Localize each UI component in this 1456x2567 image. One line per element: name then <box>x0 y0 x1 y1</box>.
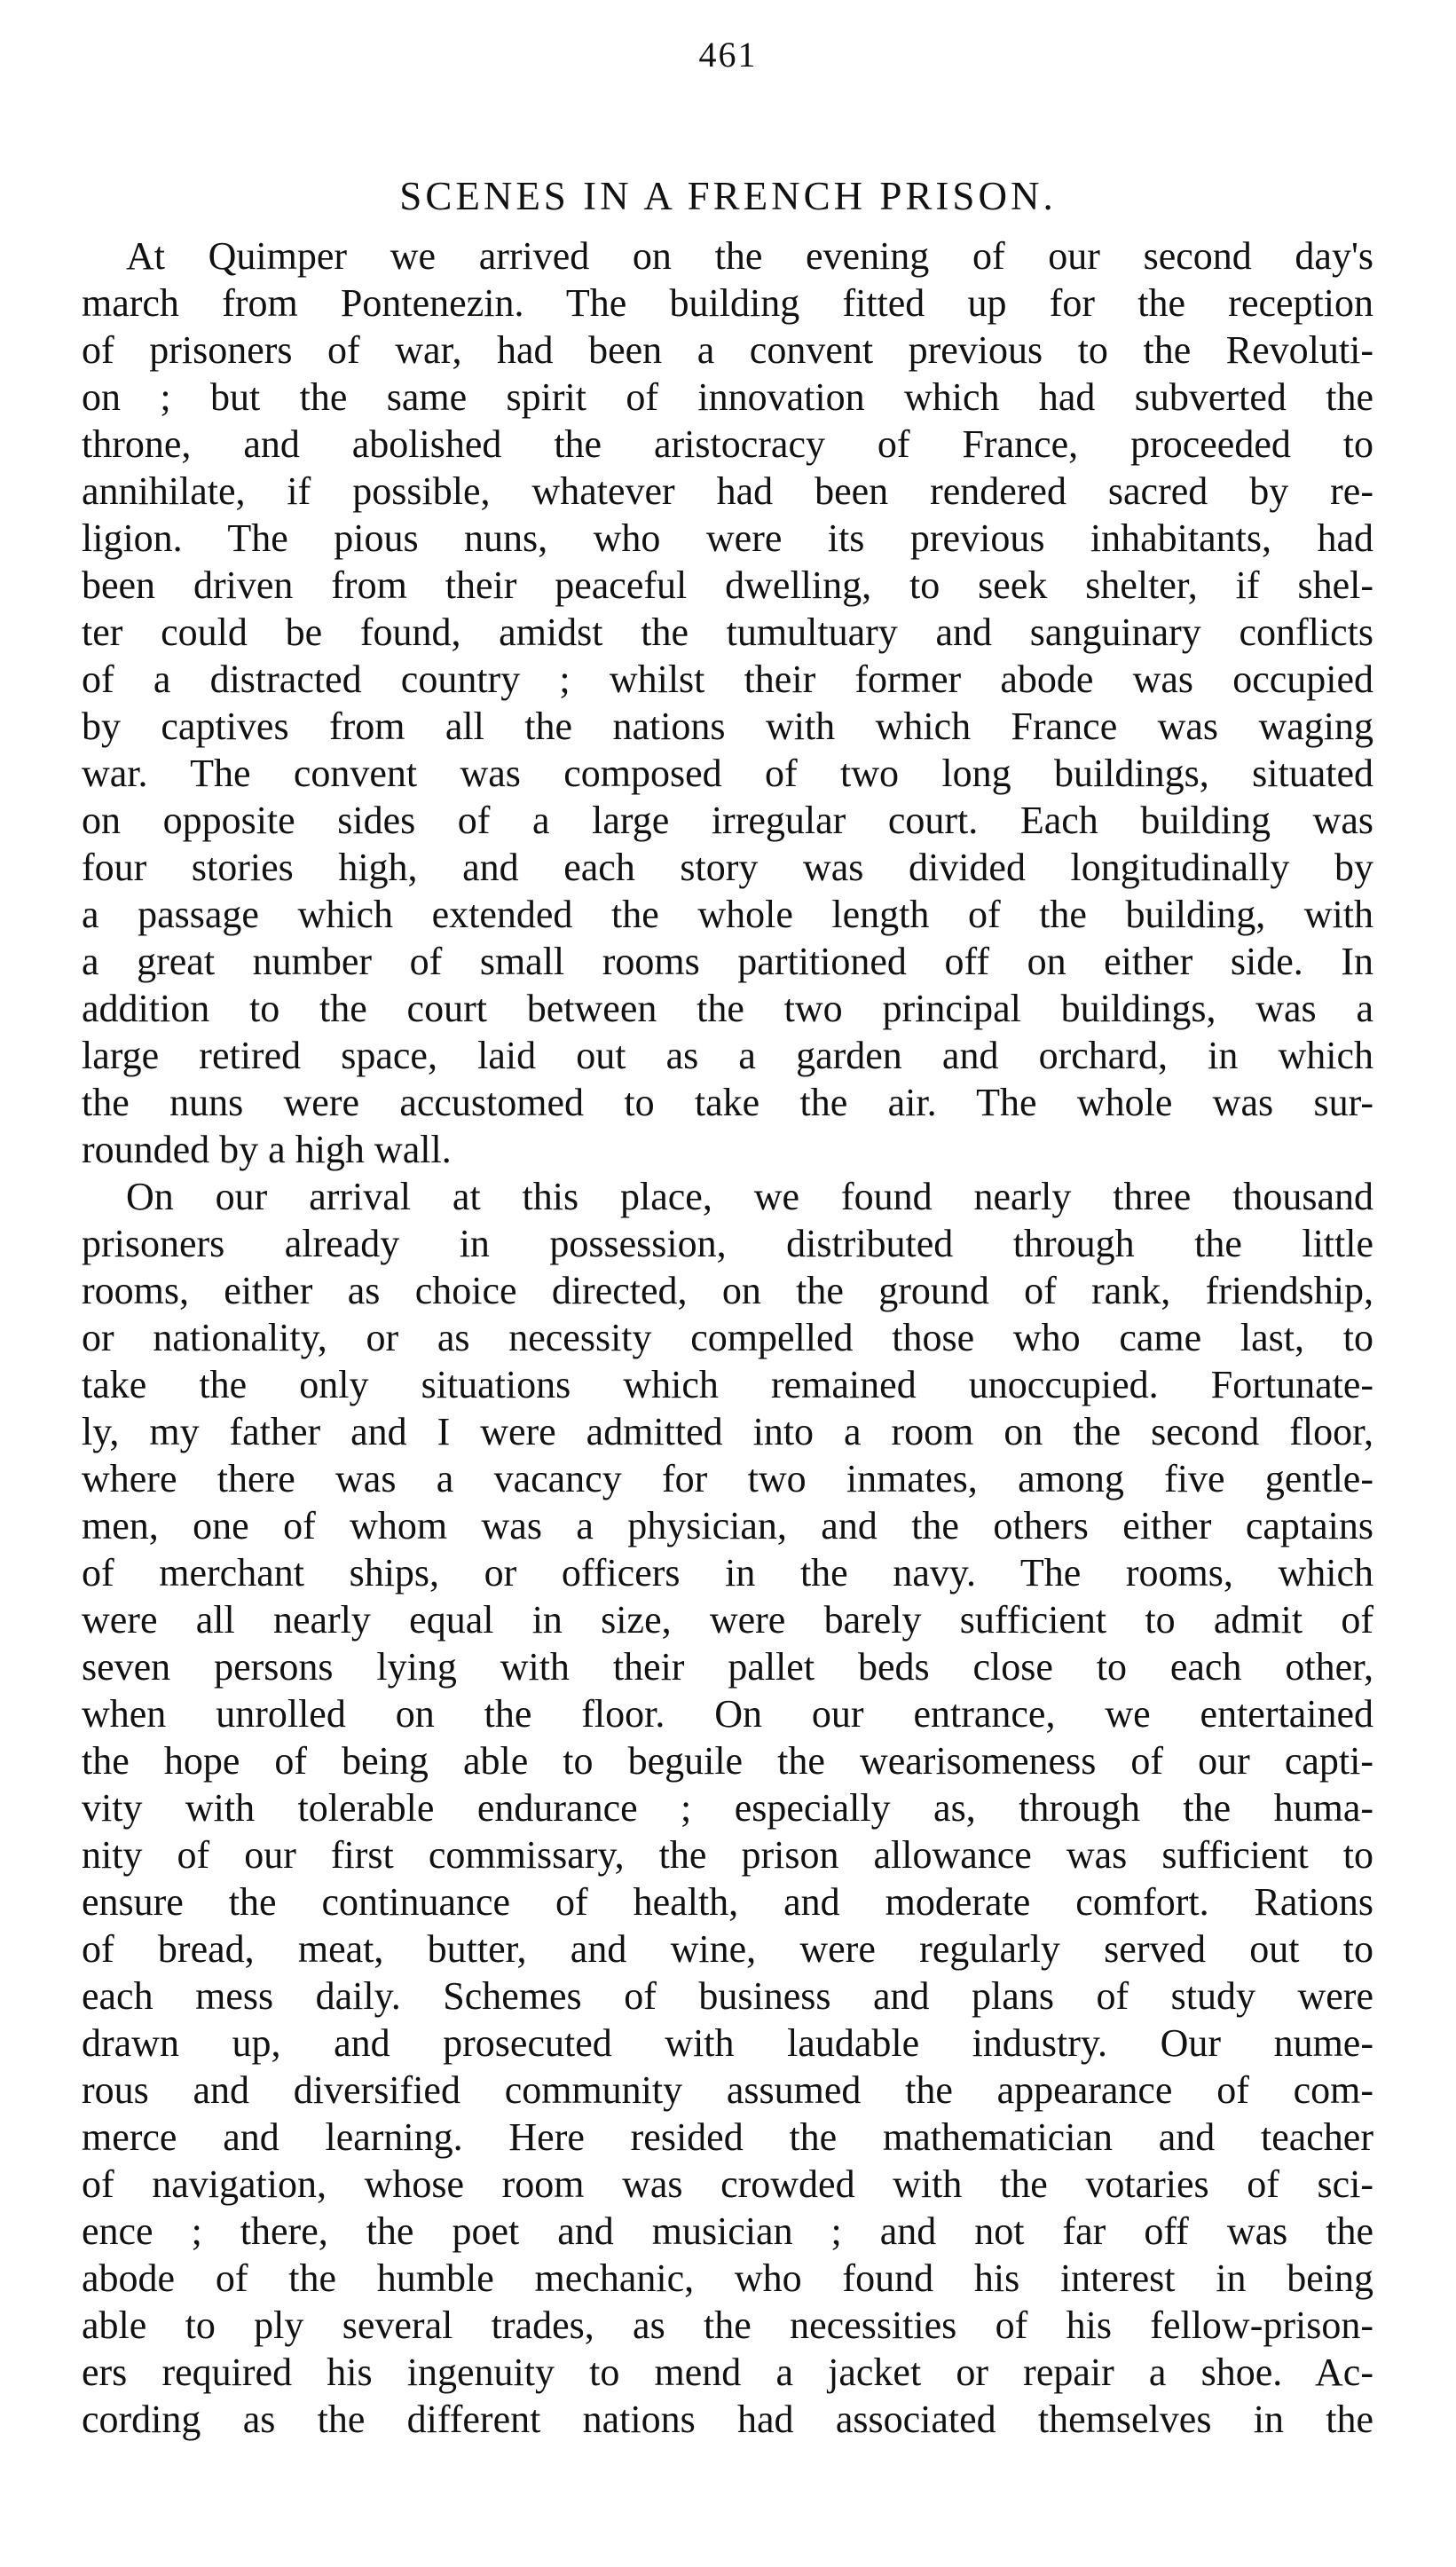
text-line: were all nearly equal in size, were barely sufficient to admit of <box>82 1598 1373 1642</box>
text-line: on opposite sides of a large irregular court. Each building was <box>82 799 1373 842</box>
text-line: or nationality, or as necessity compelled those who came last, to <box>82 1316 1373 1359</box>
text-line: On our arrival at this place, we found nearly three thousand <box>126 1175 1373 1218</box>
text-line: nity of our first commissary, the prison allowance was sufficient to <box>82 1833 1373 1877</box>
text-line: by captives from all the nations with which France was waging <box>82 705 1373 748</box>
text-line: where there was a vacancy for two inmates, among five gentle- <box>82 1457 1373 1500</box>
text-line: men, one of whom was a physician, and the others either captains <box>82 1504 1373 1547</box>
text-line: ligion. The pious nuns, who were its previous inhabitants, had <box>82 516 1373 560</box>
text-line: the hope of being able to beguile the wearisomeness of our capti- <box>82 1739 1373 1783</box>
text-line: take the only situations which remained unoccupied. Fortunate- <box>82 1363 1373 1406</box>
text-line: ter could be found, amidst the tumultuary and sanguinary conflicts <box>82 610 1373 654</box>
text-line: when unrolled on the floor. On our entrance, we entertained <box>82 1692 1373 1736</box>
text-line: been driven from their peaceful dwelling, to seek shelter, if shel- <box>82 563 1373 607</box>
page-number: 461 <box>698 35 758 75</box>
text-line: four stories high, and each story was divided longitudinally by <box>82 846 1373 889</box>
text-line: seven persons lying with their pallet beds close to each other, <box>82 1645 1373 1689</box>
text-line: addition to the court between the two principal buildings, was a <box>82 987 1373 1030</box>
text-line: of bread, meat, butter, and wine, were regularly served out to <box>82 1927 1373 1971</box>
paragraph-1 <box>82 232 1373 1173</box>
text-line: ensure the continuance of health, and moderate comfort. Rations <box>82 1880 1373 1924</box>
text-line: a passage which extended the whole length of the building, with <box>82 893 1373 936</box>
text-line: At Quimper we arrived on the evening of our second day's <box>126 234 1373 278</box>
text-line: merce and learning. Here resided the mathematician and teacher <box>82 2115 1373 2159</box>
text-line: rooms, either as choice directed, on the ground of rank, friendship, <box>82 1269 1373 1312</box>
text-line: of prisoners of war, had been a convent previous to the Revoluti- <box>82 328 1373 372</box>
text-line: vity with tolerable endurance ; especially as, through the huma- <box>82 1786 1373 1830</box>
text-line: ers required his ingenuity to mend a jacket or repair a shoe. Ac- <box>82 2350 1373 2394</box>
text-line: rous and diversified community assumed the appearance of com- <box>82 2068 1373 2112</box>
text-line: on ; but the same spirit of innovation which had subverted the <box>82 375 1373 419</box>
paragraph-2 <box>82 1173 1373 2443</box>
text-line: ly, my father and I were admitted into a room on the second floor, <box>82 1410 1373 1453</box>
text-line: large retired space, laid out as a garden and orchard, in which <box>82 1034 1373 1077</box>
text-line: ence ; there, the poet and musician ; and not far off was the <box>82 2209 1373 2253</box>
text-line: annihilate, if possible, whatever had been rendered sacred by re- <box>82 469 1373 513</box>
text-line: prisoners already in possession, distributed through the little <box>82 1222 1373 1265</box>
text-line: of a distracted country ; whilst their former abode was occupied <box>82 657 1373 701</box>
text-line: rounded by a high wall. <box>82 1128 452 1171</box>
text-line: march from Pontenezin. The building fitted up for the reception <box>82 281 1373 325</box>
text-line: each mess daily. Schemes of business and plans of study were <box>82 1974 1373 2018</box>
text-line: able to ply several trades, as the necessities of his fellow-prison- <box>82 2303 1373 2347</box>
text-line: throne, and abolished the aristocracy of France, proceeded to <box>82 422 1373 466</box>
text-line: a great number of small rooms partitioned off on either side. In <box>82 940 1373 983</box>
text-line: of merchant ships, or officers in the navy. The rooms, which <box>82 1551 1373 1595</box>
text-line: abode of the humble mechanic, who found his interest in being <box>82 2256 1373 2300</box>
text-line: drawn up, and prosecuted with laudable industry. Our nume- <box>82 2021 1373 2065</box>
text-line: the nuns were accustomed to take the air. The whole was sur- <box>82 1081 1373 1124</box>
text-line: war. The convent was composed of two long buildings, situated <box>82 752 1373 795</box>
chapter-title: SCENES IN A FRENCH PRISON. <box>399 174 1057 218</box>
text-line: of navigation, whose room was crowded with the votaries of sci- <box>82 2162 1373 2206</box>
text-line: cording as the different nations had associated themselves in the <box>82 2398 1373 2441</box>
